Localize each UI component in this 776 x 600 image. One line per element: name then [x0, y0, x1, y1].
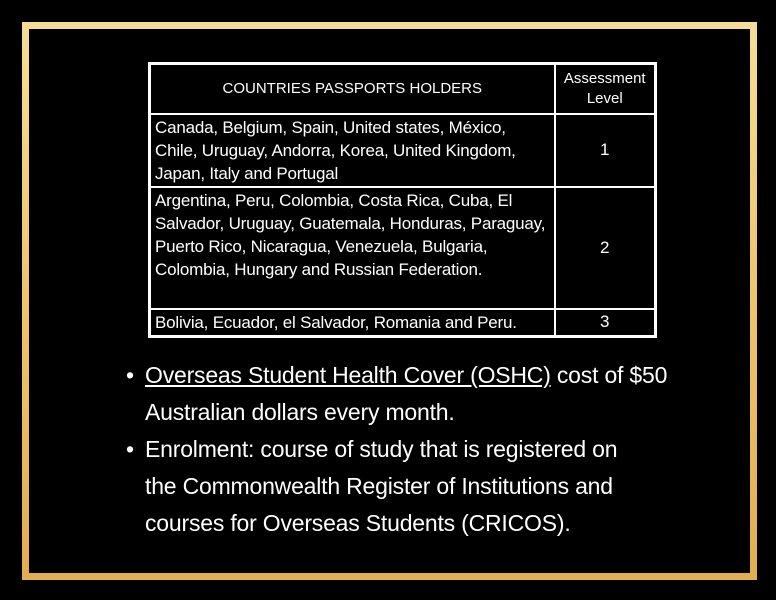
level-cell-2: 2: [555, 187, 656, 309]
column-header-countries: COUNTRIES PASSPORTS HOLDERS: [150, 64, 555, 114]
countries-cell-level2: Argentina, Peru, Colombia, Costa Rica, Cuba, El Salvador, Uruguay, Guatemala, Honduras, Paraguay, Puerto Rico, Nicaragua, Venezuela, Bulgaria, Colombia, Hungary and Russian Federation.: [150, 187, 555, 309]
countries-cell-level3: Bolivia, Ecuador, el Salvador, Romania and Peru.: [150, 309, 555, 337]
level-cell-3: 3: [555, 309, 656, 337]
list-item-enrolment: [126, 431, 736, 542]
list-item-oshc: [126, 357, 736, 431]
table-header-row: [150, 64, 656, 114]
assessment-level-table: [148, 62, 657, 338]
enrolment-line-2: the Commonwealth Register of Institutions and: [145, 473, 613, 499]
oshc-line-2: Australian dollars every month.: [145, 399, 455, 425]
notes-list: [126, 357, 736, 542]
table-row: [150, 309, 656, 337]
table-row: [150, 114, 656, 187]
enrolment-line-3: courses for Overseas Students (CRICOS).: [145, 510, 571, 536]
countries-cell-level1: Canada, Belgium, Spain, United states, México, Chile, Uruguay, Andorra, Korea, United Kingdom, Japan, Italy and Portugal: [150, 114, 555, 187]
column-header-assessment-level: Assessment Level: [555, 64, 656, 114]
level-cell-1: 1: [555, 114, 656, 187]
oshc-line-1: [145, 357, 736, 394]
enrolment-line-1: • Enrolment: course of study that is registered on: [145, 436, 618, 462]
oshc-line-1-rest: cost of $50: [550, 362, 668, 388]
oshc-underlined-text: Overseas Student Health Cover (OSHC): [145, 362, 551, 388]
table-row: [150, 187, 656, 309]
